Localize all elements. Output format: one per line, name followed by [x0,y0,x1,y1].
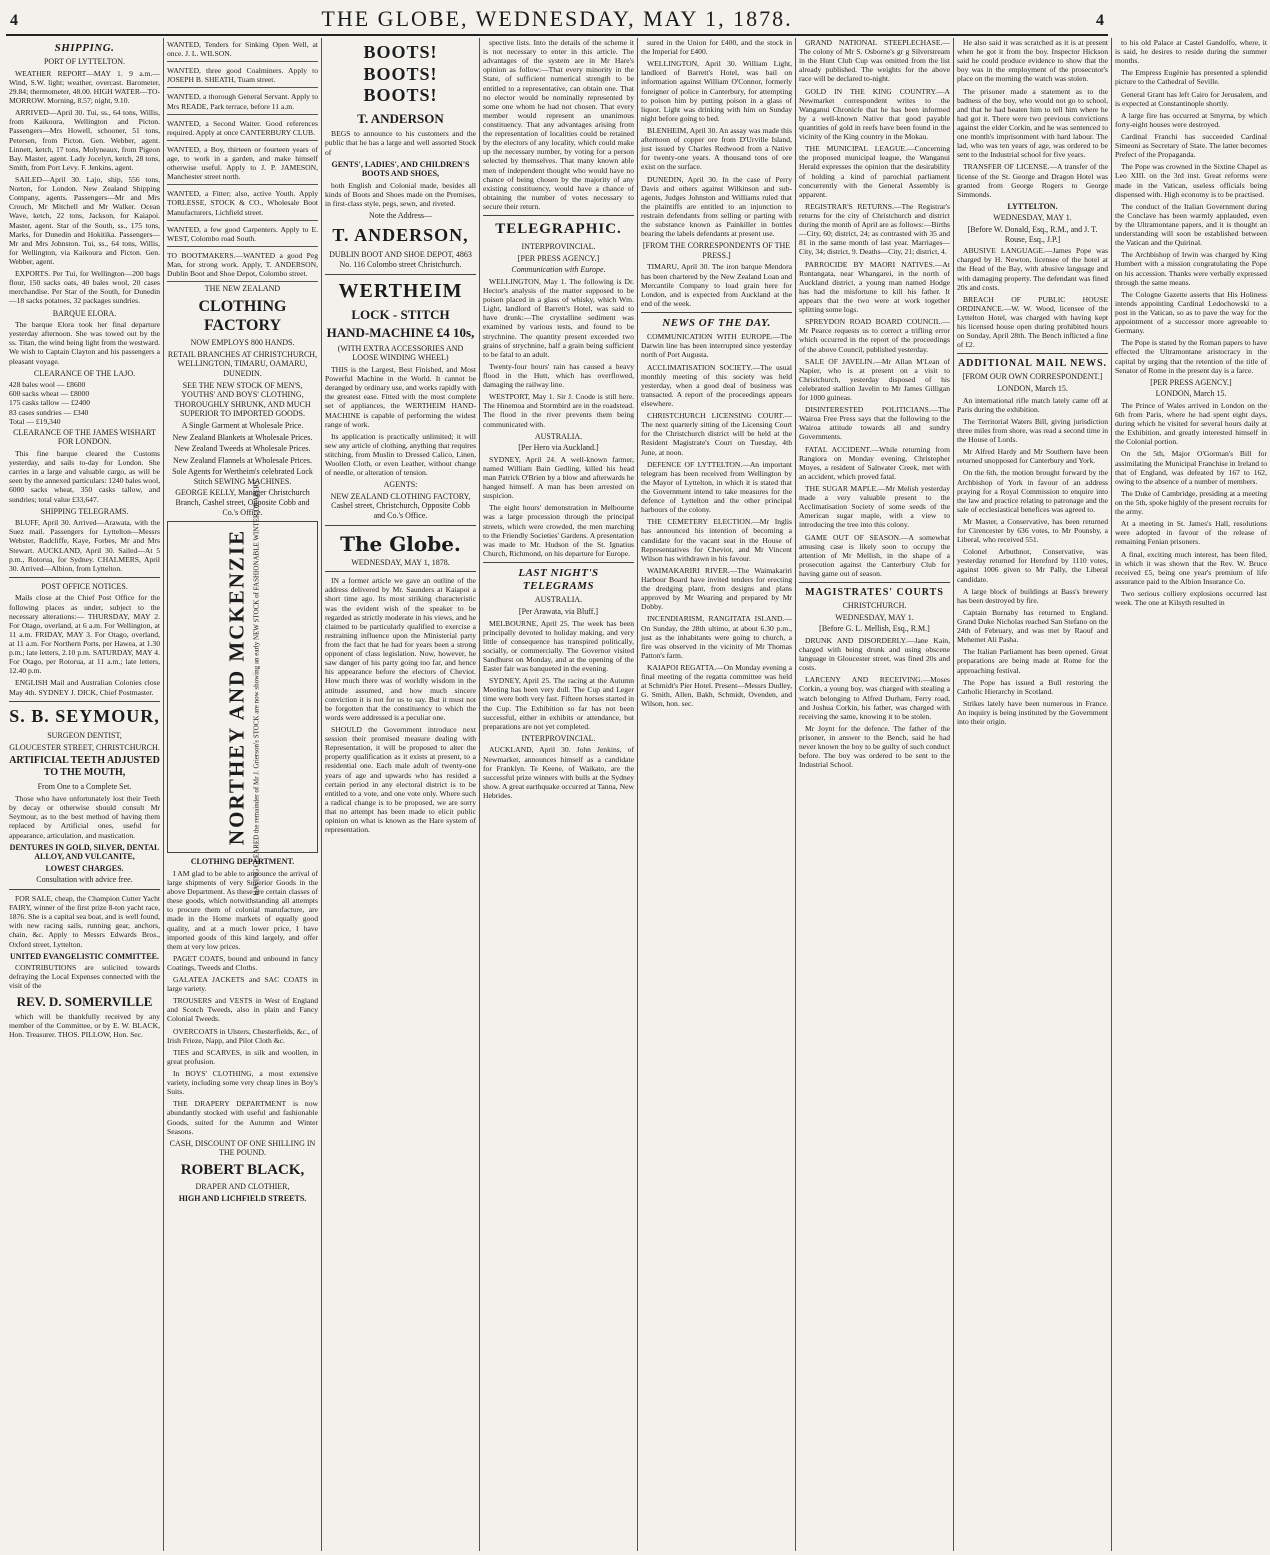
press-agency-label: [PER PRESS AGENCY.] [1150,377,1232,387]
sewing-agents: Sole Agents for Wertheim's celebrated Lock Stitch SEWING MACHINES. [172,467,313,486]
rev-text: which will be thankfully received by any member of the Committee, or by E. W. BLACK, Hon. Treasurer. THOS. PILLOW, Hon. Sec. [9,1012,160,1040]
arrivals: ARRIVED—April 30. Tui, ss., 64 tons, Willis, from Kaikoura, Wellington and Picton. Passengers—Mrs Howell, schooner, 51 tons, Petersen, from Picton. Gen. Webber, agent. Linnett, ketch, 17 tons, Molyneaux, from Pigeon Bay. Master, agent. Lady Jocelyn, ketch, 28 tons, Smith, from Port Levy. F. Jenkins, agent. [9,108,160,172]
vertical-text-block [224,479,261,896]
rev-name: REV. D. SOMERVILLE [16,993,153,1009]
note-address: Note the Address— [368,211,433,221]
globe-date: WEDNESDAY, MAY 1, 1878. [351,557,450,567]
leader-continued: spective lists. Into the details of the scheme it is not necessary to enter in this article. The advantages of the system are in Mr Hare's opinion as follow:—That every minority in the State, of sufficient numerical strength to be entitled to a representative, can obtain one. That no elector would be nominally represented by some one whom he had not chosen. That every member would represent an unanimous constituency. That any advantages arising from the representation of localities could be retained by the electors of any locality, which could make up the necessary number, by voting for a person selected by themselves. That many known able men of independent thought who would have no chance of being chosen by the majority of any existing constituency, would have a chance of obtaining the number of votes necessary to secure their return. [483,38,634,211]
telegram: AUCKLAND, April 30. John Jenkins, of Newmarket, announces himself as a candidate for Franklyn. Te Keene, of Waikato, are the successful prize winners with bulls at the Sydney show. A great earthquake occurred at Tanna, New Hebrides. [483,745,634,801]
mail-item: The Prince of Wales arrived in London on the 6th from Paris, where he had spent eight days, during which he visited for several hours daily at the Exhibition, and greatly interested himself in the Colonial portion. [1115,400,1267,447]
retail-branches: RETAIL BRANCHES AT CHRISTCHURCH, WELLINGTON, TIMARU, OAMARU, DUNEDIN. [167,349,318,378]
christchurch-heading: CHRISTCHURCH. [842,601,907,611]
column-6 [796,38,954,1551]
mail-item: A final, exciting much interest, has been filed, in which it was shown that the Rev. W. Bruce received £5, being one year's premium of life assurance paid to the Albion Insurance Co. [1115,549,1267,586]
court-case: BREACH OF PUBLIC HOUSE ORDINANCE.—W. W. Wood, licensee of the Lyttelton Hotel, was charged with having kept his licensed house open during prohibited hours on Sunday, April 28th. The Bench inflicted a fine of £2. [957,294,1108,350]
mail-item: A large block of buildings at Bass's brewery has been destroyed by fire. [957,586,1108,605]
anderson-text: BEGS to announce to his customers and the public that he has a large and well assorted Stock of [325,129,476,157]
dublin-depot: DUBLIN BOOT AND SHOE DEPOT, 4863 No. 116 Colombo street Christchurch. [329,250,472,269]
magistrates-heading: MAGISTRATES' COURTS [805,587,944,599]
news-paragraph: COMMUNICATION WITH EUROPE.—The Darwin line has been interrupted since yesterday north of Port Augusta. [641,332,792,360]
port-heading: PORT OF LYTTELTON. [43,57,126,67]
flannels: New Zealand Flannels at Wholesale Prices. [173,455,312,465]
gents-shoes: GENTS', LADIES', AND CHILDREN'S BOOTS AND SHOES, [331,159,470,179]
divider [325,274,476,275]
mail-item: On the 5th, Major O'Gorman's Bill for assimilating the Municipal Franchise in Ireland to that of England, was defeated by 167 to 162, owing to the absence of a number of members. [1115,449,1267,486]
northey-text: HAVING CLEARED the remainder of Mr J. Grierson's STOCK are now showing an early NEW STOCK of FASHIONABLE WINTER DRAPERY. [252,478,261,896]
boots-title: BOOTS! BOOTS! BOOTS! [363,42,438,106]
clearance2-text: This fine barque cleared the Customs yesterday, and sails to-day for London. She carries in a large and valuable cargo, as will be seen by the annexed particulars: 1240 bales wool, 6000 sacks wheat, 350 casks tallow, and sundries; total value £33,647. [9,448,160,504]
clothing-dept-heading: CLOTHING DEPARTMENT. [190,857,295,867]
news-paragraph: THE CEMETERY ELECTION.—Mr Inglis has announced his intention of becoming a candidate for the vacant seat in the House of Representatives for Cheviot, and Mr Vincent Wilson has withdrawn in his favour. [641,517,792,563]
overcoats: OVERCOATS in Ulsters, Chesterfields, &c., of Irish Frieze, Napp, and Pilot Cloth &c. [167,1026,318,1045]
news-paragraph: THE SUGAR MAPLE.—Mr Melish yesterday made a very valuable present to the Acclimatisation Society of some seeds of the American sugar maple, with a view to introducing the tree into this colony. [799,484,950,530]
press-agency: [PER PRESS AGENCY.] [517,253,600,263]
mail-item: to his old Palace at Castel Gandolfo, where, it is said, he desires to reside during the summer months. [1115,38,1267,66]
clothing-factory-title: CLOTHING FACTORY [198,297,287,334]
mail-item: Mr Master, a Conservative, has been returned for Cirencester by 636 votes, to Mr Pounsby, a Liberal, who received 551. [957,516,1108,545]
trousers: TROUSERS and VESTS in West of England and Scotch Tweeds, also in plain and Fancy Colonial Tweeds. [167,996,318,1024]
leader-article: IN a former article we gave an outline of the address delivered by Mr. Saunders at Kaiapoi a short time ago. Its most striking characteristic was the evident wish of the speaker to be regarded as strictly moderate in his views, and he claimed to be particularly qualified to exercise a restraining influence upon the Ministerial party from the fact that he had for years been a strong opponent of class legislation. Now, however, he saw danger of his party going too far, and hence his appearance before the electors of Cheviot. How much there was of worldly wisdom in the attitude assumed, and how much sincere conviction it is not for us to say. But it must not be forgotten that the constituency to which the words were addressed is a peculiar one. [325,576,476,722]
wanted-ad: WANTED, a thorough General Servant. Apply to Mrs READE, Park terrace, before 11 a.m. [167,90,318,114]
mail-item: The Italian Parliament has been opened. Great preparations are being made at Rome for the approaching festival. [957,647,1108,675]
evangelistic-heading: UNITED EVANGELISTIC COMMITTEE. [10,951,159,961]
news-item: DUNEDIN, April 30. In the case of Perry Davis and others against Wilkinson and sub-agents, Judges Johnston and Williams ruled that the plaintiffs are entitled to an injunction to restrain defendants from selling or parting with the substance known as Painkiller in bottles bearing the labels defendants at present use. [641,174,792,239]
evangelistic-text: CONTRIBUTIONS are solicited towards defraying the Local Expenses connected with the visit of the [9,963,160,991]
drapery: THE DRAPERY DEPARTMENT is now abundantly stocked with useful and fashionable Goods, suited for the Autumn and Winter Seasons. [167,1099,318,1136]
mail-item: A large fire has occurred at Smyrna, by which forty-eight houses were destroyed. [1115,110,1267,129]
news-paragraph: PARROCIDE BY MAORI NATIVES.—At Runtangata, near Whangarei, in the north of Auckland district, a young man named Hodge has had the misfortune to kill his father. It appears that the two were at work together splitting some logs. [799,259,950,315]
divider [799,582,950,583]
mail-item: Two serious colliery explosions occurred last week. The one at Kilsyth resulted in [1115,588,1267,608]
telegrams-text: BLUFF, April 30. Arrived—Arawata, with the Suez mail. Passengers for Lyttelton—Messrs Webster, Radcliffe, Kaye, Forbes, Mr and Mrs Stewart. AUCKLAND, April 30. Sailed—At 5 p.m., Rotorua, for Sydney. CHALMERS, April 30. Arrived—Albion, from Lyttelton. [9,518,160,573]
column-4 [480,38,638,1551]
manager: GEORGE KELLY, Manager Christchurch Branch, Cashel street, Opposite Cobb and Co.'s Office. [175,488,310,517]
news-paragraph: ACCLIMATISATION SOCIETY.—The usual monthly meeting of this society was held yesterday, when a good deal of business was transacted. A report of the proceedings appears elsewhere. [641,362,792,408]
telegrams-heading: SHIPPING TELEGRAMS. [40,506,129,516]
news-item: TIMARU, April 30. The iron barque Mendora has been chartered by the New Zealand Loan and Mercantile Company to load grain here for London, and is expected from Auckland at the end of the week. [641,262,792,308]
mail-item: The Pope has issued a Bull restoring the Catholic Hierarchy in Scotland. [957,677,1108,696]
london-date: LONDON, March 15. [997,384,1068,394]
mail-item: The Duke of Cambridge, presiding at a meeting on the 5th, spoke highly of the present recruits for the army. [1115,488,1267,517]
postmaster: ENGLISH Mail and Australian Colonies close May 4th. SYDNEY J. DICK, Chief Postmaster. [9,678,160,697]
mail-item: Strikes lately have been numerous in France. An inquiry is being instituted by the Government into their origin. [957,698,1108,727]
telegram: SYDNEY, April 25. The racing at the Autumn Meeting has been very dull. The Cup and Leger time were both very fast. Fifteen horses started in the Cup. The Exhibition so far has not been successful, either in exhibits or attendance, but preparations are not yet completed. [483,676,634,731]
news-paragraph: THE MUNICIPAL LEAGUE.—Concerning the proposed municipal league, the Wanganui Herald expresses the opinion that the desirability of holding a kind of parochial parliament concurrently with the General Assembly is apparent. [799,144,950,199]
london-date-2: LONDON, March 15. [1155,389,1227,399]
anderson-text2: both English and Colonial made, besides all kinds of Boots and Shoes made on the Premises, in first-class style, pegs, sewn, and riveted. [325,180,476,209]
mail-item: Mr Alfred Hardy and Mr Southern have been returned unopposed for Canterbury and York. [957,447,1108,466]
correspondent-label: [FROM OUR OWN CORRESPONDENT.] [962,372,1103,382]
telegram: WESTPORT, May 1. Sir J. Coode is still here. The Hinemoa and Stormbird are in the roadstead. The flood in the river prevents them being communicated with. [483,392,634,429]
column-3 [322,38,480,1551]
court-case: LARCENY AND RECEIVING.—Moses Corkin, a young boy, was charged with stealing a watch belonging to Alfred Durham, Ferry road, and Joshua Corkin, his father, was charged with receiving the same, knowing it to be stolen. [799,675,950,721]
wanted-ad: WANTED, a few good Carpenters. Apply to E. WEST, Colombo road South. [167,223,318,247]
telegram: Twenty-four hours' rain has caused a heavy flood in the Hutt, which has overflowed, damaging the railway line. [483,361,634,390]
telegram: SYDNEY, April 24. A well-known farmer, named William Bain Gedling, killed his head man Patrick O'Brien by a blow and afterwards he hanged himself. A man has been arrested on suspicion. [483,454,634,501]
leader-article-2: SHOULD the Government introduce next session their promised measure dealing with Representation, it will be proposed to alter the property qualification as it exists at present, to a residential one. Each male adult of twenty-one years of age and upwards who has resided a certain period in any electoral district is to be entitled to a vote, and one vote only. Where such a radical change is to be proposed, we are sorry that no attempt has been made to elicit public opinion on what is known as the Hare system of representation. [325,725,476,835]
news-paragraph: DISINTERESTED POLITICIANS.—The Wairoa Free Press says that the following to the Wairoa attitude towards all and sundry Governments. [799,405,950,442]
mail-item: Cardinal Franchi has succeeded Cardinal Simeoni as Secretary of State. The latter becomes Prefect of the Propaganda. [1115,131,1267,160]
clearance-heading: CLEARANCE OF THE LAJO. [33,368,136,378]
clearance-row: Total — £19,340 [9,416,61,426]
clothing-text: I AM glad to be able to announce the arrival of large shipments of very Superior Goods in the above Department. As these are certain classes of these goods, which notwithstanding all attempts to procure them of colonial manufacture, are made in the Home markets of equally good quality, and at a much lower price, I have imported goods of this kind largely, and offer them at very low prices. [167,868,318,951]
consultation: Consultation with advice free. [36,875,133,885]
lockstitch-title: LOCK - STITCH [351,306,450,322]
court-case: The prisoner made a statement as to the badness of the boy, who would not go to school, and that he had beaten him to tell him where he had got it. There were two previous convictions against the elder Corkin, and he was sentenced to one month's imprisonment with hard labour. The lad, who was ten years of age, was ordered to be sent to the Industrial school for five years. [957,86,1108,160]
divider [483,215,634,216]
dentist-role: SURGEON DENTIST, [47,731,122,741]
lyttelton-before: [Before W. Donald, Esq., R.M., and J. T. Rouse, Esq., J.P.] [967,225,1098,244]
clearance-row: 175 casks tallow — £2400 [9,398,90,408]
news-paragraph: INCENDIARISM, RANGITATA ISLAND.—On Sunday, the 28th ultimo, at about 6.30 p.m., just as the inhabitants were going to church, a fire was observed in the vicinity of Mr Thomas Patton's farm. [641,614,792,660]
draper: DRAPER AND CLOTHIER, [195,1181,290,1191]
news-paragraph: GRAND NATIONAL STEEPLECHASE.—The colony of Mr S. Osborne's gr g Silverstream in the Hunt Club Cup was omitted from the list already published. The weights for the above race will be declared to-night. [799,38,950,84]
wanted-ad: TO BOOTMAKERS.—WANTED a good Peg Man, for strong work. Apply, T. ANDERSON, Dublin Boot and Shoe Depot, Colombo street. [167,249,318,282]
wertheim-title: WERTHEIM [338,279,463,302]
page-number-left: 4 [10,12,18,29]
telegram: The eight hours' demonstration in Melbourne was a large procession through the principal streets, which were crowded, the men marching to the Friendly Societies' Gardens. A presentation was made to Mr. Hudson of the St. Ignatius Church, Richmond, on his departure for Europe. [483,503,634,558]
wanted-ad: WANTED, a Second Waiter. Good references required. Apply at once CANTERBURY CLUB. [167,117,318,141]
wanted-ad: WANTED, Tenders for Sinking Open Well, at once. J. L. WILSON. [167,38,318,62]
divider [325,571,476,572]
divider [9,889,160,890]
masthead [6,4,1108,36]
news-paragraph: GAME OUT OF SEASON.—A somewhat amusing case is likely soon to occupy the attention of Mr Mellish, in the shape of a prosecution against the Canterbury Club for having game out of season. [799,532,950,579]
tweeds: New Zealand Tweeds at Wholesale Prices. [174,444,311,454]
arawata-agency: [Per Arawata, via Bluff.] [518,606,599,616]
news-paragraph: REGISTRAR'S RETURNS.—The Registrar's returns for the city of Christchurch and district during the month of April are as follows:—Births—City, 60; district, 24; as contrasted with 35 and 81 in the same month of last year. Marriages—City, 34; district, 9. Deaths—City, 21; district, 4. [799,201,950,257]
divider [9,577,160,578]
mail-item: Colonel Arbuthnot, Conservative, was yesterday returned for Hereford by 1110 votes, against 1006 given to Mr Pally, the Liberal candidate. [957,547,1108,584]
telegram: MELBOURNE, April 25. The week has been principally devoted to holiday making, and very little of consequence has transpired politically, socially, or commercially. The Governor visited Sandhurst on Monday, and at the opening of the Easter fair was banqueted in the evening. [483,618,634,674]
mail-item: At a meeting in St. James's Hall, resolutions were adopted in favour of the release of remaining Fenian prisoners. [1115,519,1267,547]
clearance-row: 83 cases sundries — £340 [9,407,89,417]
divider [325,525,476,526]
masthead-title: THE GLOBE, WEDNESDAY, MAY 1, 1878. [321,6,793,31]
mail-item: The Territorial Waters Bill, giving jurisdiction three miles from shore, was read a second time in the House of Lords. [957,416,1108,445]
news-paragraph: FATAL ACCIDENT.—While returning from Rangiora on Monday evening, Christopher Moyes, a resident of Saltwater Creek, met with an accident, which proved fatal. [799,444,950,481]
divider [9,701,160,702]
post-office-heading: POST OFFICE NOTICES. [41,581,128,591]
employs: NOW EMPLOYS 800 HANDS. [190,338,295,348]
column-8 [1112,38,1270,1551]
news-paragraph: WAIMAKARIRI RIVER.—The Waimakariri Harbour Board have invited tenders for erecting the dredging plant, from designs and plans approved by Mr Wearing and prepared by Mr Dobby. [641,565,792,612]
anderson-name: T. ANDERSON [357,110,444,126]
clearance-row: 428 bales wool — £8600 [9,380,86,390]
australia-heading: AUSTRALIA. [534,431,583,441]
robert-black: ROBERT BLACK, [180,1161,305,1178]
interprovincial-heading-2: INTERPROVINCIAL. [521,733,596,743]
court-case: ABUSIVE LANGUAGE.—James Pope was charged by H. Newton, licensee of the hotel at the Head of the Bay, with abusive language and with damaging property. The defendant was fined 20s and costs. [957,246,1108,292]
australia-agency: [Per Hero via Auckland.] [518,443,599,453]
mail-item: The Cologne Gazette asserts that His Holiness intends appointing Cardinal Ledochowski to a post in the Vatican, so as to pave the way for the appointment of a successor more agreeable to Germany. [1115,289,1267,336]
dentist-name: S. B. SEYMOUR, [9,705,160,726]
agents-label: AGENTS: [383,480,418,490]
news-paragraph: SPREYDON ROAD BOARD COUNCIL.—Mr Pearce requests us to correct a trifling error which occurred in the report of the proceedings of the above Council, published yesterday. [799,317,950,354]
column-2 [164,38,322,1551]
mail-item: Captain Burnaby has returned to England. Grand Duke Nicholas reached San Stefano on the 24th of February, and was met by Raouf and Mehemet Ali Pasha. [957,607,1108,645]
barque-text: The barque Elora took her final departure yesterday afternoon. She was towed out by the ss. Titan, the wind being light from the westward. We wish to Captain Clayton and his passengers a pleasant voyage. [9,320,160,366]
mail-item: On the 6th, the motion brought forward by the Archbishop of York in favour of an address praying for a Royal Commission to enquire into the law and practice relating to patronage and the sale of ecclesiastical benefices was agreed to. [957,468,1108,514]
mail-item: An international rifle match lately came off at Paris during the exhibition. [957,395,1108,414]
news-of-day-heading: NEWS OF THE DAY. [662,317,771,330]
mail-item: The Archbishop of Irwin was charged by King Humbert with a mission congratulating the Pope on his accession. Thanks were verbally expressed through the same means. [1115,250,1267,287]
last-night-heading: LAST NIGHT'S TELEGRAMS [518,567,599,593]
mail-item: The Empress Eugénie has presented a splendid picture to the Cathedral of Seville. [1115,68,1267,87]
weather-report: WEATHER REPORT—MAY 1. 9 a.m.—Wind, S.W. light; weather, overcast. Barometer, 29.84; thermometer, 48.00. HIGH WATER—TO-MORROW. Morning, 8.57; night, 9.10. [9,68,160,106]
northey-title: NORTHEY AND MCKENZIE [224,529,249,846]
column-5 [638,38,796,1551]
divider [957,353,1108,354]
cash-discount: CASH, DISCOUNT OF ONE SHILLING IN THE POUND. [169,1138,316,1158]
divider [483,562,634,563]
clearance2-heading: CLEARANCE OF THE JAMES WISHART FOR LONDON. [13,427,156,447]
dentist-from: From One to a Complete Set. [37,782,132,792]
galatea: GALATEA JACKETS and SAC COATS in large variety. [167,975,318,994]
yacht-ad: FOR SALE, cheap, the Champion Cutter Yacht FAIRY, winner of the first prize 8-ton yacht race, 1876. She is a capital sea boat, and is well found, with new racing sails, running gear, anchors, chain, &c. Apply to Messrs Edwards Bros., Oxford street, Lyttelton. [9,893,160,949]
see-stock: SEE THE NEW STOCK OF MEN'S, YOUTHS' AND BOYS' CLOTHING, THOROUGHLY SHRUNK, AND MUCH SUPERIOR TO IMPORTED GOODS. [174,380,311,419]
dentist-address: GLOUCESTER STREET, CHRISTCHURCH. [9,742,160,752]
boys-clothing: In BOYS' CLOTHING, a most extensive variety, including some very cheap lines in Boy's Suits. [167,1069,318,1097]
news-paragraph: SALE OF JAVELIN.—Mr Allan M'Lean of Napier, who is at present on a visit to Christchurch, yesterday disposed of his celebrated stallion Javelin to Mr James Gilligan for 1000 guineas. [799,356,950,403]
blankets: New Zealand Blankets at Wholesale Prices. [172,432,313,442]
news-paragraph: KAIAPOI REGATTA.—On Monday evening a final meeting of the regatta committee was held at Schmidt's Pier Hotel. Present—Messrs Dudley, G. Smith, Allen, Bakh, Schmidt, Ovenden, and Wilson, hon. sec. [641,662,792,709]
dentist-text: Those who have unfortunately lost their Teeth by decay or otherwise should consult Mr Seymour, as to the best method of having them replaced by Artificial ones, useful for appearance, articulation, and mastication. [9,794,160,840]
barque-heading: BARQUE ELORA. [52,308,117,318]
anderson-big: T. ANDERSON, [332,224,469,245]
wanted-ad: WANTED, a Boy, thirteen or fourteen years of age, to work in a garden, and make himself otherwise useful. Apply to J. P. JAMESON, Manchester street north. [167,143,318,185]
streets: HIGH AND LICHFIELD STREETS. [178,1193,307,1203]
clearance-row: 600 sacks wheat — £8000 [9,389,90,399]
shipping-heading: SHIPPING. [54,42,115,54]
additional-mail-heading: ADDITIONAL MAIL NEWS. [957,358,1108,370]
globe-title: The Globe. [340,531,461,556]
lyttelton-date: WEDNESDAY, MAY 1. [993,213,1072,223]
court-before: [Before G. L. Mellish, Esq., R.M.] [819,624,930,634]
mail-item: The Pope is stated by the Roman papers to have effected the Ultramontane aristocracy in the capital by urging that the retention of the title of Senator of Rome in the present day is a farce. [1115,338,1267,375]
correspondents-heading: [FROM THE CORRESPONDENTS OF THE PRESS.] [642,241,791,260]
ties: TIES and SCARVES, in silk and woollen, in great profusion. [167,1047,318,1066]
news-item: sured in the Union for £400, and the stock in the Imperial for £400. [641,38,792,57]
court-case: Mr Joynt for the defence. The father of the prisoner, in answer to the Bench, said he had never known the boy to be guilty of such conduct before. The boy was ordered to be sent to the Industrial School. [799,723,950,770]
dentist-teeth: ARTIFICIAL TEETH ADJUSTED TO THE MOUTH, [9,755,160,779]
lyttelton-heading: LYTTELTON. [1007,201,1058,211]
single-garment: A Single Garment at Wholesale Price. [181,420,304,430]
wertheim-text: THIS is the Largest, Best Finished, and Most Powerful Machine in the World. It cannot be deranged by ordinary use, and works rapidly with the greatest ease. Fitted with the most complete set of appliances, the WERTHEIM HAND-MACHINE is capable of performing the widest range of work. [325,364,476,429]
interprovincial-heading: INTERPROVINCIAL. [521,242,596,252]
news-item: WELLINGTON, April 30. William Light, landlord of Barrett's Hotel, was bail on information against William O'Connor, formerly foreigner of police in Canterbury, for attempting to poison him by putting poison in a glass of liquor. Light was drinking with him on Sunday night before going to bed. [641,59,792,123]
agents-text: NEW ZEALAND CLOTHING FACTORY, Cashel street, Christchurch, Opposite Cobb and Co.'s Office. [330,491,471,521]
news-paragraph: CHRISTCHURCH LICENSING COURT.—The next quarterly sitting of the Licensing Court for the Christchurch district will be held at the Resident Magistrate's Court on Tuesday, 4th June, at noon. [641,411,792,457]
mail-item: The Pope was crowned in the Sixtine Chapel as Leo XIII. on the 3rd inst. Great reforms were made in the Vatican, useless officials being dispensed with. High economy is to be practised. [1115,162,1267,199]
page-number-right: 4 [1096,12,1104,29]
hand-machine: HAND-MACHINE £4 10s, [326,325,475,341]
columns [6,38,1267,1551]
dentures: DENTURES IN GOLD, SILVER, DENTAL ALLOY, AND VULCANITE, [9,842,160,862]
mail-item: The conduct of the Italian Government during the Conclave has been warmly applauded, even by the Ultramontane papers, and it is thought an understanding will soon be established between the Vatican and the Quirinal. [1115,201,1267,248]
news-paragraph: DEFENCE OF LYTTELTON.—An important telegram has been received from Wellington by the Mayor of Lyttelton, in which it is stated that the Government intend to take measures for the defence of Lyttelton and the other principal harbours of the colony. [641,459,792,515]
nz-clothing-title: THE NEW ZEALAND [204,284,281,294]
exports: EXPORTS. Per Tui, for Wellington—200 bags flour, 150 sacks oats, 40 bales wool, 20 cases merchandise. Per Star of the South, for Dunedin—18 sacks potatoes, 32 packages sundries. [9,269,160,306]
column-7 [954,38,1112,1551]
court-case: DRUNK AND DISORDERLY.—Jane Kain, charged with being drunk and using obscene language in Gloucester street, was fined 20s and costs. [799,635,950,673]
wertheim-text2: Its application is practically unlimited; it will sew any article of clothing, anything that requires stitching, from Muslin to Dressed Calico, Linen, Woollen Cloth, or even Leather, without change of needle, or alteration of tension. [325,431,476,478]
court-date: WEDNESDAY, MAY 1. [835,612,914,622]
telegraphic-heading: TELEGRAPHIC. [495,221,622,238]
news-paragraph: GOLD IN THE KING COUNTRY.—A Newmarket correspondent writes to the Wanganui Chronicle that he has been informed by a well-known Native that good payable quantities of gold in reefs have been found in the vicinity of the King country in the Mokau. [799,86,950,142]
europe-heading: Communication with Europe. [511,265,606,275]
telegram: WELLINGTON, May 1. The following is Dr. Hector's analysis of the matter supposed to be poison placed in a glass of whisky, which Wm. Light, landlord of Barrett's Hotel, was said to have drunk:—The crystalline sediment was examined by various tests, and found to be strychnine. The quantity present exceeded two grains of strychnine, half a grain being sufficient to be fatal to an adult. [483,276,634,359]
divider [641,312,792,313]
extras: (WITH EXTRA ACCESSORIES AND LOOSE WINDING WHEEL) [337,343,464,363]
mail-item: General Grant has left Cairo for Jerusalem, and is expected at Constantinople shortly. [1115,89,1267,108]
wanted-ad: WANTED, three good Coalminers. Apply to JOSEPH B. SHEATH, Tuam street. [167,64,318,88]
post-office-text: Mails close at the Chief Post Office for the following places as under, subject to the necessary alterations:— THURSDAY, MAY 2. For Otago, overland, at 6 a.m. For Wellington, at 11 a.m. FRIDAY, MAY 3. For Otago, overland, at 11 a.m. For Northern Ports, per Hawea, at 1.30 p.m.; late letters, 2.10 p.m. SATURDAY, MAY 4. For Otago, per Rotorua, at 11 a.m.; late letters, 12.40 p.m. [9,593,160,676]
sailings: SAILED—April 30. Lajo, ship, 556 tons, Norton, for London. New Zealand Shipping Company, agents. Passengers—Mr and Mrs Crouch, Mr Mitchell and Mr Walker. Ocean Wave, ketch, 22 tons, Jackson, for Kaiapoi. Master, agent. Star of the South, ss., 175 tons, Marks, for Dunedin and Hokitika. Passengers—Mr and Mrs Johnston. Tui, ss., 64 tons, Willis, for Wellington, via Kaikoura and Picton. Gen. Webber, agent. [9,174,160,266]
paget: PAGET COATS, bound and unbound in fancy Coatings, Tweeds and Cloths. [167,953,318,972]
lowest-charges: LOWEST CHARGES. [45,863,124,873]
court-case: TRANSFER OF LICENSE.—A transfer of the license of the St. George and Dragon Hotel was granted from George Rogers to George Simmonds. [957,162,1108,199]
court-case: He also said it was scratched as it is at present when he got it from the boy. Inspector Hickson said he could produce evidence to show that the boy was in the employment of the prosecutor's place on the morning the watch was stolen. [957,38,1108,84]
news-item: BLENHEIM, April 30. An assay was made this afternoon of copper ore from D'Urville Island, just issued by Charles Redwood from a Native for twenty-one years. A thousand tons of ore exist on the surface. [641,125,792,172]
australia-heading-2: AUSTRALIA. [534,595,583,605]
wanted-ad: WANTED, a Fitter; also, active Youth. Apply TORLESSE, STOCK & CO., Wholesale Boot Manufacturers, Lichfield street. [167,187,318,220]
column-1 [6,38,164,1551]
